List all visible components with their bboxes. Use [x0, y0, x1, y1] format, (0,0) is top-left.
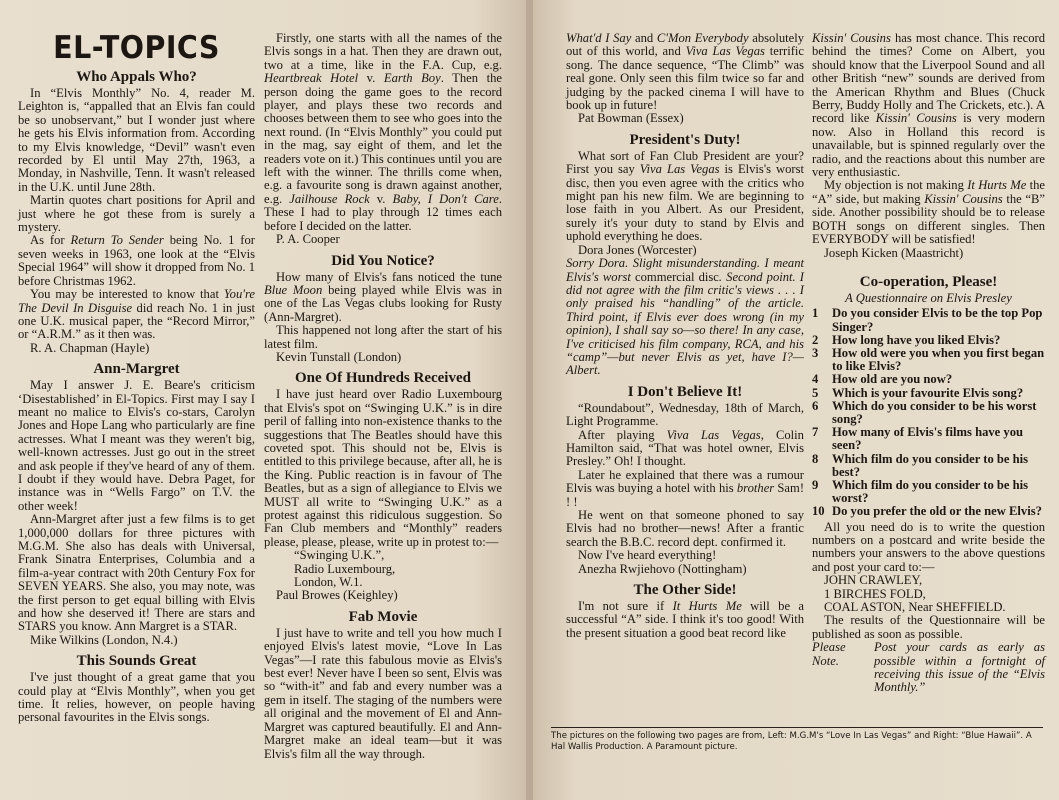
question-text: How old are you now? — [832, 372, 953, 387]
address-line: JOHN CRAWLEY, — [824, 573, 923, 588]
paragraph: My objection is not making It Hurts Me the “A” side, but making Kissin' Cousins the “B” side. Another possibility should be to release BOTH songs on different singles. Then EVERYBODY will be satisfied! — [812, 178, 1046, 247]
question-text: Which is your favourite Elvis song? — [832, 385, 1024, 400]
address-line: COAL ASTON, Near SHEFFIELD. — [824, 600, 1006, 614]
question-text: How long have you liked Elvis? — [832, 332, 1001, 347]
question-text: Do you prefer the old or the new Elvis? — [832, 504, 1042, 519]
please-note — [812, 641, 1045, 695]
heading-who-appals: Who Appals Who? — [76, 69, 197, 85]
paragraph: How many of Elvis's fans noticed the tune Blue Moon being played while Elvis was in one of the Las Vegas clubs looking for Rusty (Ann-Margret). — [264, 269, 502, 324]
question-text: Do you consider Elvis to be the top Pop Singer? — [832, 306, 1043, 334]
right-column-2 — [812, 32, 1045, 695]
right-column-1 — [566, 32, 804, 640]
paragraph: I've just thought of a great game that you could play at “Elvis Monthly”, when you get time. It relies, however, on people having personal favourites in the Elvis songs. — [18, 670, 255, 725]
question-number: 10 — [812, 504, 825, 519]
heading-did-you-notice: Did You Notice? — [331, 252, 435, 269]
paragraph: Martin quotes chart positions for April and just where he got these from is surely a mystery. — [18, 193, 255, 235]
paragraph: In “Elvis Monthly” No. 4, reader M. Leighton is, “appalled that an Elvis fan could be so unobservant,” but I wonder just where he gets his Elvis information from. According to my Elvis knowledge, “Devil” wasn't even recorded by El until May 27th, 1963, a Monday, in Nashville, Tenn. It wasn't released in the U.K. until June 28th. — [18, 86, 255, 194]
questionnaire-item — [812, 307, 1045, 333]
question-text: Which do you consider to be his worst song? — [832, 398, 1037, 426]
questionnaire-item — [812, 426, 1045, 452]
signature: Dora Jones (Worcester) — [578, 242, 697, 257]
question-text: How old were you when you first began to like Elvis? — [832, 345, 1045, 374]
questionnaire-item — [812, 334, 1045, 347]
questionnaire-item — [812, 373, 1045, 386]
paragraph: What'd I Say and C'Mon Everybody absolutely out of this world, and Viva Las Vegas terrific song. The dance sequence, “The Climb” was real gone. Only seen this film twice so far and judging by the packed cinema I will have to book up in future! — [566, 31, 805, 113]
address-line: “Swinging U.K.”, — [294, 548, 385, 563]
question-number: 8 — [812, 451, 819, 466]
paragraph: Kissin' Cousins has most chance. This record behind the times? Come on Albert, you should know that the Liverpool Sound and all other British “new” sounds are derived from the American Rhythm and Blues (Chuck Berry, Buddy Holly and The Crickets, etc.). A record like Kissin' Cousins is very modern now. Also in Holland this record is unavailable, but is spinned regularly over the radio, and the reactions about this number are very enthusiastic. — [812, 31, 1045, 180]
paragraph: Later he explained that there was a rumour Elvis was buying a hotel with his brother Sam! ! ! — [566, 467, 805, 509]
paragraph: I'm not sure if It Hurts Me will be a successful “A” side. I think it's too good! With the present situation a good beat record like — [566, 599, 805, 640]
question-number: 1 — [812, 306, 819, 321]
paragraph: All you need do is to write the question numbers on a postcard and write beside the numbers your answers to the above questions and post your card to:— — [812, 519, 1045, 574]
questionnaire-item — [812, 453, 1045, 479]
question-number: 6 — [812, 398, 819, 413]
question-number: 4 — [812, 372, 819, 387]
paragraph: What sort of Fan Club President are your? First you say Viva Las Vegas is Elvis's worst disc, then you even agree with the critics who might pan his new film. We are beginning to lose faith in you Albert. As our President, surely it's your duty to stand by Elvis and uphold everything he does. — [566, 148, 804, 244]
address-block — [264, 549, 502, 589]
question-text: Which film do you consider to be his worst? — [832, 477, 1029, 506]
heading-one-of-hundreds: One Of Hundreds Received — [295, 370, 471, 387]
paragraph: Ann-Margret after just a few films is to get 1,000,000 dollars for three pictures with M.G.M. She also has deals with Universal, Frank Sinatra Enterprises, Columbia and a film-a-year contract with 20th Century Fox for SEVEN YEARS. She also, you may note, was the first person to get equal billing with Elvis and how she deserved it! There are stars and STARS you know. Ann Margret is a STAR. — [18, 512, 255, 634]
address-line: Radio Luxembourg, — [294, 561, 396, 576]
paragraph: Now I've heard everything! — [578, 548, 717, 563]
address-line: 1 BIRCHES FOLD, — [824, 586, 926, 601]
right-page — [533, 0, 1059, 800]
signature: P. A. Cooper — [276, 232, 340, 247]
paragraph: This happened not long after the start of his latest film. — [264, 323, 502, 351]
heading-the-other-side: The Other Side! — [633, 582, 737, 599]
heading-fab-movie: Fab Movie — [348, 608, 418, 625]
paragraph: Firstly, one starts with all the names of the Elvis songs in a hat. Then they are drawn out, two at a time, like in the F.A. Cup, e.g. Heartbreak Hotel v. Earth Boy. Then the person doing the game goes to the record player, and plays these two records and chooses between them to see who goes into the next round. (In “Elvis Monthly” you could put in the mag, say eight of them, and let the readers vote on it.) This continues until you are left with the winner. The thrills come when, e.g. a favourite song is drawn against another, e.g. Jailhouse Rock v. Baby, I Don't Care. These I had to play through 12 times each before I decided on the latter. — [264, 31, 502, 233]
signature: R. A. Chapman (Hayle) — [30, 340, 150, 355]
heading-ann-margret: Ann-Margret — [93, 361, 180, 378]
left-column-2 — [264, 32, 502, 761]
signature: Kevin Tunstall (London) — [276, 349, 402, 364]
question-text: Which film do you consider to be his best? — [832, 451, 1029, 479]
questionnaire-subtitle: A Questionnaire on Elvis Presley — [845, 290, 1012, 305]
address-line: London, W.1. — [294, 575, 363, 590]
paragraph: As for Return To Sender being No. 1 for seven weeks in 1963, one look at the “Elvis Special 1964” will show it dropped from No. 1 before Christmas 1962. — [18, 233, 255, 288]
paragraph: I just have to write and tell you how much I enjoyed Elvis's latest movie, “Love In Las Vegas”—I rate this fabulous movie as Elvis's best ever! Never have I been so sent, Elvis was so “with-it” and fab and every number was a gem in itself. The staging of the numbers were all original and the movement of El and Ann-Margret was captured beautifully. El and Ann-Margret make an ideal team—but it was Elvis's film all the way through. — [264, 625, 502, 761]
paragraph: After playing Viva Las Vegas, Colin Hamilton said, “That was hotel owner, Elvis Presley.” Oh! I thought. — [566, 427, 804, 469]
questionnaire-item — [812, 387, 1045, 400]
paragraph: You may be interested to know that You're The Devil In Disguise did reach No. 1 in just one U.K. musical paper, the “Record Mirror,” or “A.R.M.” as it then was. — [18, 287, 255, 342]
signature: Joseph Kicken (Maastricht) — [824, 245, 964, 260]
questionnaire-item — [812, 479, 1045, 505]
paragraph: I have just heard over Radio Luxembourg that Elvis's spot on “Swinging U.K.” is in dire peril of falling into non-existence thanks to the suggestions that The Beatles should have this coveted spot. This should not be, Elvis is entitled to this privilege because, after all, he is the King. Public reaction is in favour of The Beatles, but as a sign of allegiance to Elvis we MUST all write to “Swinging U.K.” as a protest against this ridiculous suggestion. So Fan Club members and “Monthly” readers please, please, please, write up in protest to:— — [264, 387, 502, 549]
question-number: 2 — [812, 332, 819, 347]
note-label: Please Note. — [812, 640, 846, 668]
signature: Mike Wilkins (London, N.4.) — [30, 632, 178, 647]
questionnaire-list — [812, 307, 1045, 518]
heading-this-sounds-great: This Sounds Great — [76, 653, 197, 670]
left-page — [0, 0, 526, 800]
questionnaire-item — [812, 347, 1045, 373]
editor-reply: Sorry Dora. Slight misunderstanding. I meant Elvis's worst commercial disc. Second point. I did not agree with the film critic's views . . . I only praised his “handling” of the article. Third point, if Elvis ever does wrong (in my opinion), I shall say so—so there! In any case, I've criticised his film company, RCA, and his “camp”—but never Elvis as yet, have I?—Albert. — [566, 256, 805, 378]
question-number: 9 — [812, 477, 819, 492]
masthead: EL-TOPICS — [53, 30, 220, 66]
heading-presidents-duty: President's Duty! — [629, 131, 741, 148]
signature: Anezha Rwjiehovo (Nottingham) — [578, 561, 747, 576]
paragraph: May I answer J. E. Beare's criticism ‘Disestablished’ in El-Topics. First may I say I meant no malice to Elvis's co-stars, Carolyn Jones and Hope Lang who particularly are fine actresses. What I meant was they weren't big, well-known actresses. Just go out in the street and ask people if they've heard of any of them. I doubt if they would have. Debra Paget, for instance was in “Wells Fargo” on T.V. the other week! — [18, 378, 255, 513]
heading-i-dont-believe-it: I Don't Believe It! — [627, 383, 743, 400]
question-text: How many of Elvis's films have you seen? — [832, 425, 1024, 453]
signature: Pat Bowman (Essex) — [578, 111, 684, 126]
heading-co-operation-please: Co-operation, Please! — [859, 273, 998, 290]
paragraph: “Roundabout”, Wednesday, 18th of March, Light Programme. — [566, 400, 804, 429]
questionnaire-item — [812, 400, 1045, 426]
picture-credits-footer: The pictures on the following two pages are from, Left: M.G.M's “Love In Las Vegas” and Right: “Blue Hawaii”. A Hal Wallis Production. A Paramount picture. — [551, 727, 1043, 753]
questionnaire-item — [812, 505, 1045, 518]
paragraph: He went on that someone phoned to say Elvis had no brother—news! After a frantic search the B.B.C. record dept. confirmed it. — [566, 508, 804, 549]
left-column-1 — [18, 30, 255, 725]
question-number: 7 — [812, 425, 819, 440]
signature: Paul Browes (Keighley) — [276, 588, 398, 603]
question-number: 5 — [812, 385, 819, 400]
question-number: 3 — [812, 345, 819, 360]
note-text: Post your cards as early as possible within a fortnight of receiving this issue of the “Elvis Monthly.” — [874, 640, 1045, 695]
paragraph: The results of the Questionnaire will be published as soon as possible. — [812, 613, 1045, 641]
